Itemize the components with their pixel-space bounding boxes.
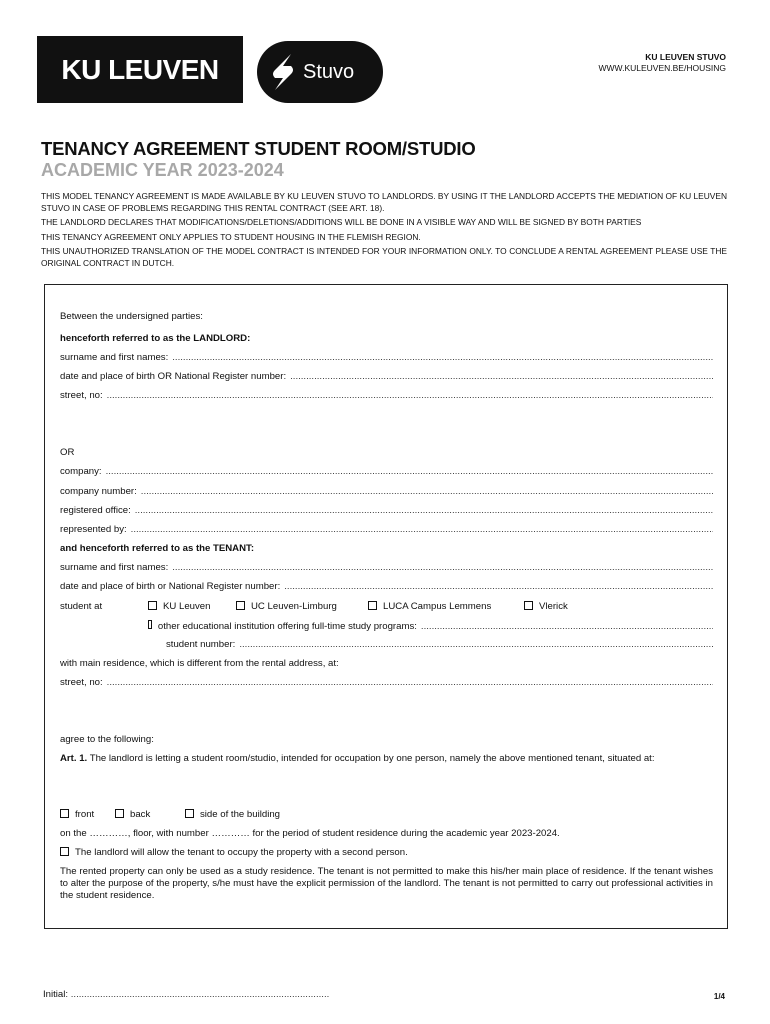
position-back[interactable] [115, 809, 150, 821]
student-at-label: student at [60, 601, 103, 612]
ku-leuven-logo-text: KU LEUVEN [61, 53, 219, 85]
floor-suffix[interactable]: ………… for the period of student residence during the academic year 2023-2024. [211, 828, 560, 839]
second-person-label: The landlord will allow the tenant to occupy the property with a second person. [75, 847, 408, 858]
rented-property-clause: The rented property can only be used as a study residence. The tenant is not permitted to make this his/her main place of residence. If the tenant wishes to alter the purpose of the property, s/he must have the explicit permission of the landlord. The tenant is not permitted to carry out professional activities in the student residence. [60, 866, 713, 901]
landlord-heading: henceforth referred to as the LANDLORD: [60, 333, 251, 344]
landlord-birth-label: date and place of birth OR National Register number: [60, 371, 287, 382]
document-title: TENANCY AGREEMENT STUDENT ROOM/STUDIO [41, 138, 476, 159]
tenant-birth-label: date and place of birth or National Register number: [60, 581, 281, 592]
checkbox-ku-leuven[interactable] [148, 601, 157, 610]
article-1-text: The landlord is letting a student room/studio, intended for occupation by one person, namely the above mentioned tenant, situated at: [89, 753, 655, 764]
position-front[interactable] [60, 809, 94, 821]
checkbox-back[interactable] [115, 809, 124, 818]
landlord-surname-label: surname and first names: [60, 352, 169, 363]
floor-prefix: on the [60, 828, 87, 839]
student-at-row [60, 601, 713, 615]
represented-by-field[interactable] [60, 524, 713, 536]
initial-label: Initial: [43, 989, 69, 1000]
checkbox-second-person[interactable] [60, 847, 69, 856]
floor-row [60, 828, 713, 840]
checkbox-uc-leuven-limburg[interactable] [236, 601, 245, 610]
main-residence-text: with main residence, which is different from the rental address, at: [60, 658, 339, 669]
registered-office-label: registered office: [60, 505, 131, 516]
company-number-label: company number: [60, 486, 137, 497]
institution-ku-leuven[interactable] [148, 601, 210, 613]
position-back-label: back [130, 809, 151, 820]
stuvo-logo-text: Stuvo [303, 60, 355, 83]
institution-luca[interactable] [368, 601, 491, 613]
contract-form [44, 284, 728, 929]
tenant-surname-label: surname and first names: [60, 562, 169, 573]
header-contact [598, 52, 726, 74]
institution-vlerick-label: Vlerick [539, 601, 568, 612]
article-1-label: Art. 1. [60, 753, 88, 764]
position-front-label: front [75, 809, 95, 820]
other-institution-field[interactable] [148, 620, 713, 633]
registered-office-field[interactable] [60, 505, 713, 517]
other-institution-row [60, 620, 713, 634]
between-parties: Between the undersigned parties: [60, 311, 203, 322]
represented-by-label: represented by: [60, 524, 127, 535]
checkbox-vlerick[interactable] [524, 601, 533, 610]
institution-luca-label: LUCA Campus Lemmens [383, 601, 492, 612]
ku-leuven-logo [37, 36, 243, 103]
landlord-surname-field[interactable] [60, 352, 713, 364]
institution-ku-leuven-label: KU Leuven [163, 601, 211, 612]
checkbox-side[interactable] [185, 809, 194, 818]
checkbox-luca[interactable] [368, 601, 377, 610]
tenant-heading: and henceforth referred to as the TENANT: [60, 543, 255, 554]
intro-note-1: THIS MODEL TENANCY AGREEMENT IS MADE AVAILABLE BY KU LEUVEN STUVO TO LANDLORDS. BY USING IT THE LANDLORD ACCEPTS THE MEDIATION OF KU LEUVEN STUVO IN CASE OF PROBLEMS REGARDING THIS RENTAL CONTRACT (SEE ART. 18). [41, 191, 727, 213]
article-1 [60, 753, 713, 765]
company-field[interactable] [60, 466, 713, 478]
institution-vlerick[interactable] [524, 601, 568, 613]
document-subtitle: ACADEMIC YEAR 2023-2024 [41, 160, 284, 180]
or-separator: OR [60, 447, 75, 458]
institution-uc-leuven-limburg[interactable] [236, 601, 337, 613]
intro-note-4: THIS UNAUTHORIZED TRANSLATION OF THE MODEL CONTRACT IS INTENDED FOR YOUR INFORMATION ONLY. TO CONCLUDE A RENTAL AGREEMENT PLEASE USE THE ORIGINAL CONTRACT IN DUTCH. [41, 246, 727, 268]
landlord-birth-field[interactable] [60, 371, 713, 383]
checkbox-front[interactable] [60, 809, 69, 818]
agree-text: agree to the following: [60, 734, 154, 745]
page-number: 1/4 [713, 992, 725, 1001]
header-org: KU LEUVEN STUVO [645, 52, 726, 62]
second-person-row[interactable] [60, 847, 713, 861]
position-side-label: side of the building [200, 809, 281, 820]
initial-field[interactable] [43, 989, 361, 1000]
tenant-surname-field[interactable] [60, 562, 713, 574]
stuvo-s-icon [269, 52, 297, 92]
building-position-row [60, 809, 713, 823]
tenant-street-field[interactable] [60, 677, 713, 689]
student-number-label: student number: [166, 639, 236, 650]
landlord-street-field[interactable] [60, 390, 713, 402]
institution-uc-leuven-limburg-label: UC Leuven-Limburg [251, 601, 337, 612]
checkbox-other-institution[interactable] [148, 620, 152, 629]
intro-note-3: THIS TENANCY AGREEMENT ONLY APPLIES TO STUDENT HOUSING IN THE FLEMISH REGION. [41, 231, 421, 242]
intro-note-2: THE LANDLORD DECLARES THAT MODIFICATIONS/DELETIONS/ADDITIONS WILL BE DONE IN A VISIBLE WAY AND WILL BE SIGNED BY BOTH PARTIES [41, 217, 642, 227]
position-side[interactable] [185, 809, 280, 821]
student-number-field[interactable] [166, 639, 713, 651]
student-number-row [60, 639, 713, 653]
initial-leader: ................................................................................................. [70, 989, 330, 1000]
intro-notes [41, 191, 727, 272]
landlord-street-label: street, no: [60, 390, 103, 401]
floor-mid[interactable]: …………, floor, with number [89, 828, 209, 839]
other-institution-label: other educational institution offering full-time study programs: [157, 621, 417, 632]
stuvo-logo [257, 41, 383, 103]
header-url: WWW.KULEUVEN.BE/HOUSING [598, 63, 726, 73]
tenant-street-label: street, no: [60, 677, 103, 688]
tenant-birth-field[interactable] [60, 581, 713, 593]
company-label: company: [60, 466, 102, 477]
company-number-field[interactable] [60, 486, 713, 498]
